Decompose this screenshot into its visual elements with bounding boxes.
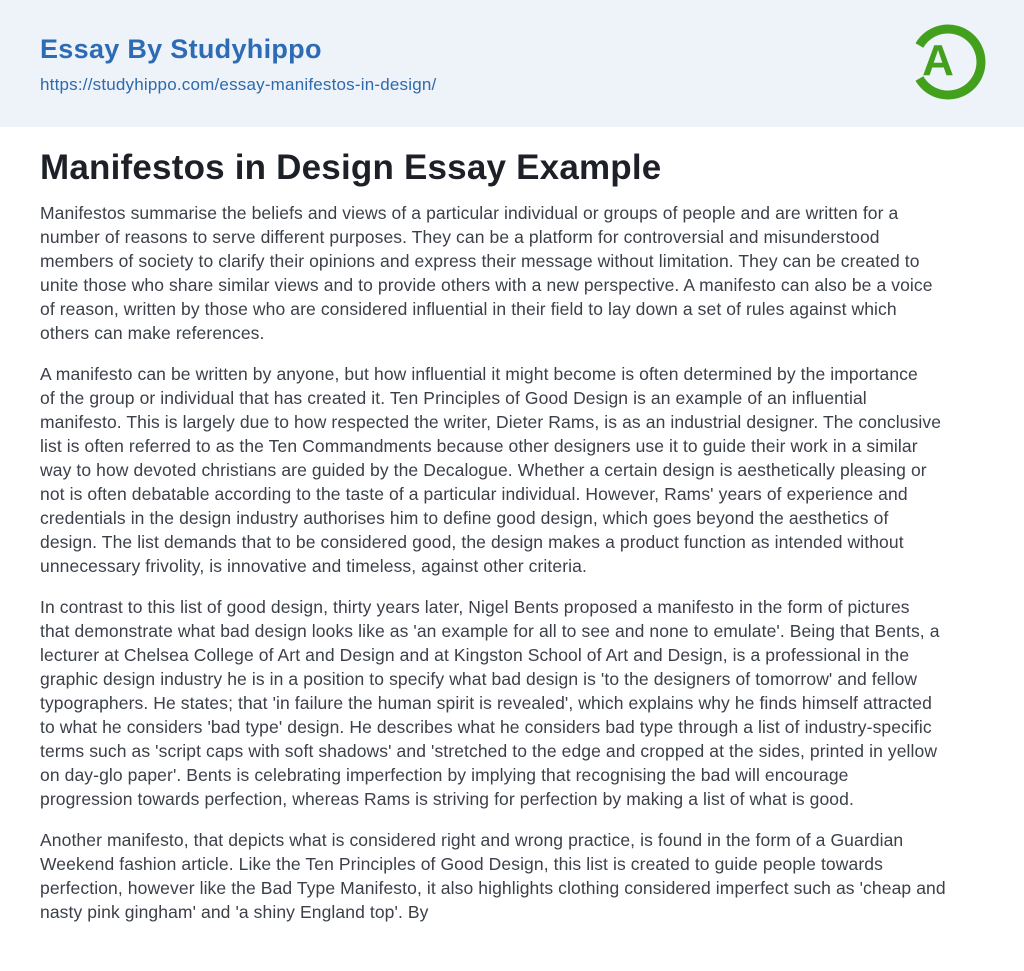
essay-line: of the group or individual that has created it. Ten Principles of Good Design is an example of an influential bbox=[40, 388, 867, 408]
essay-line: nasty pink gingham' and 'a shiny England top'. By bbox=[40, 902, 429, 922]
essay-line: not is often debatable according to the taste of a particular individual. However, Rams' years of experience and bbox=[40, 484, 908, 504]
essay-line: list is often referred to as the Ten Commandments because other designers use it to guide their work in a similar bbox=[40, 436, 918, 456]
essay-line: perfection, however like the Bad Type Manifesto, it also highlights clothing considered imperfect such as 'cheap and bbox=[40, 878, 946, 898]
essay-line: Weekend fashion article. Like the Ten Principles of Good Design, this list is created to guide people towards bbox=[40, 854, 883, 874]
essay-line: Another manifesto, that depicts what is considered right and wrong practice, is found in the form of a Guardian bbox=[40, 830, 904, 850]
essay-line: way to how devoted christians are guided by the Decalogue. Whether a certain design is aesthetically pleasing or bbox=[40, 460, 927, 480]
site-title: Essay By Studyhippo bbox=[40, 34, 322, 64]
page-header bbox=[0, 0, 1024, 127]
essay-line: members of society to clarify their opinions and express their message without limitation. They can be created to bbox=[40, 251, 920, 271]
essay-line: unite those who share similar views and to provide others with a new perspective. A manifesto can also be a voice bbox=[40, 275, 933, 295]
essay-body bbox=[40, 201, 984, 924]
essay-line: others can make references. bbox=[40, 323, 265, 343]
essay-line: In contrast to this list of good design, thirty years later, Nigel Bents proposed a manifesto in the form of pictures bbox=[40, 597, 910, 617]
essay-paragraph bbox=[40, 828, 984, 924]
essay-paragraph bbox=[40, 595, 984, 811]
essay-line: that demonstrate what bad design looks like as 'an example for all to see and none to emulate'. Being that Bents, a bbox=[40, 621, 940, 641]
essay-line: of reason, written by those who are considered influential in their field to lay down a set of rules against which bbox=[40, 299, 897, 319]
essay-line: terms such as 'script caps with soft shadows' and 'stretched to the edge and cropped at the sides, printed in yellow bbox=[40, 741, 938, 761]
essay-line: credentials in the design industry authorises him to define good design, which goes beyond the aesthetics of bbox=[40, 508, 889, 528]
essay-line: progression towards perfection, whereas Rams is striving for perfection by making a list of what is good. bbox=[40, 789, 854, 809]
essay-line: design. The list demands that to be considered good, the design makes a product function as intended without bbox=[40, 532, 904, 552]
essay-line: typographers. He states; that 'in failure the human spirit is revealed', which explains why he finds himself attracted bbox=[40, 693, 932, 713]
essay-line: number of reasons to serve different purposes. They can be a platform for controversial and misunderstood bbox=[40, 227, 880, 247]
essay-line: to what he considers 'bad type' design. He describes what he considers bad type through a list of industry-specific bbox=[40, 717, 932, 737]
studyhippo-logo-icon bbox=[908, 22, 988, 102]
essay-line: on day-glo paper'. Bents is celebrating imperfection by implying that recognising the bad will encourage bbox=[40, 765, 849, 785]
essay-content bbox=[0, 148, 1024, 924]
essay-url-link[interactable]: https://studyhippo.com/essay-manifestos-in-design/ bbox=[40, 75, 437, 94]
essay-line: manifesto. This is largely due to how respected the writer, Dieter Rams, is as an industrial designer. The conclusive bbox=[40, 412, 942, 432]
essay-line: graphic design industry he is in a position to specify what bad design is 'to the designers of tomorrow' and fellow bbox=[40, 669, 918, 689]
logo-letter: A bbox=[922, 36, 954, 85]
essay-line: unnecessary frivolity, is innovative and timeless, against other criteria. bbox=[40, 556, 587, 576]
essay-line: A manifesto can be written by anyone, but how influential it might become is often determined by the importance bbox=[40, 364, 918, 384]
essay-paragraph bbox=[40, 362, 984, 578]
essay-paragraph bbox=[40, 201, 984, 345]
essay-line: Manifestos summarise the beliefs and views of a particular individual or groups of people and are written for a bbox=[40, 203, 899, 223]
essay-line: lecturer at Chelsea College of Art and Design and at Kingston School of Art and Design, is a professional in the bbox=[40, 645, 910, 665]
page-title: Manifestos in Design Essay Example bbox=[40, 148, 662, 187]
